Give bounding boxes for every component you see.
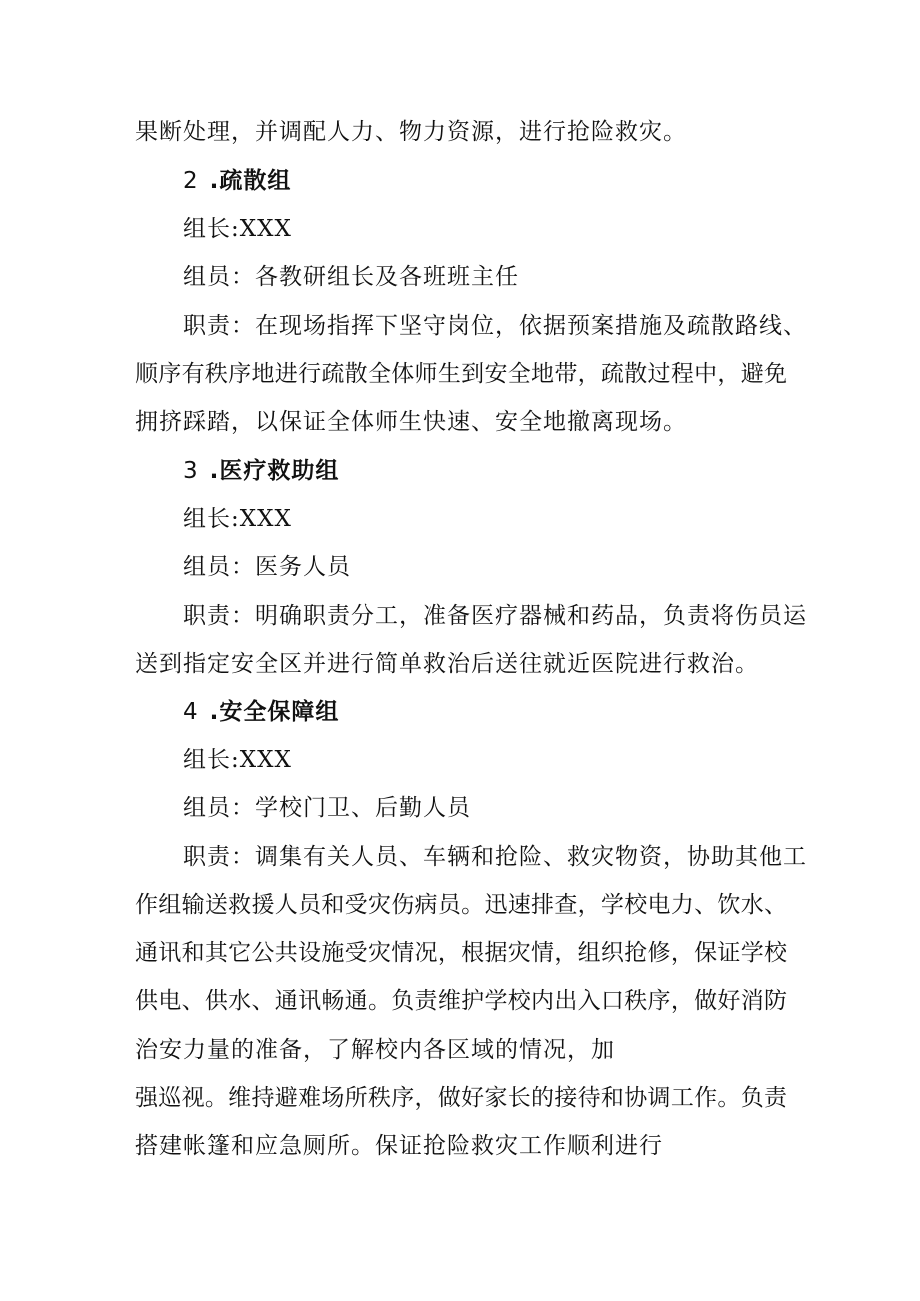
section-2-leader: 组长:XXX (183, 216, 292, 242)
section-3-heading (183, 456, 339, 486)
section-4-heading (183, 697, 339, 727)
section-4-duty-line: 通讯和其它公共设施受灾情况，根据灾情，组织抢修，保证学校 (135, 940, 787, 966)
section-4-number: 4 (183, 699, 199, 725)
section-4-title: .安全保障组 (209, 699, 340, 725)
section-4-leader: 组长:XXX (183, 747, 292, 773)
section-2-duty-line: 职责：在现场指挥下坚守岗位，依据预案措施及疏散路线、 (183, 313, 807, 339)
section-2-title: .疏散组 (209, 168, 292, 194)
section-3-duty-line: 送到指定安全区并进行简单救治后送往就近医院进行救治。 (135, 651, 759, 677)
section-4-duty-line: 强巡视。维持避难场所秩序，做好家长的接待和协调工作。负责 (135, 1085, 787, 1111)
section-3-title: .医疗救助组 (209, 458, 340, 484)
section-2-members: 组员：各教研组长及各班班主任 (183, 264, 519, 290)
intro-paragraph-line: 果断处理，并调配人力、物力资源，进行抢险救灾。 (135, 119, 687, 145)
section-2-heading (183, 166, 291, 196)
section-4-duty-line: 作组输送救援人员和受灾伤病员。迅速排查，学校电力、饮水、 (135, 892, 787, 918)
section-4-duty-line: 治安力量的准备，了解校内各区域的情况，加 (135, 1037, 615, 1063)
section-2-duty-line: 顺序有秩序地进行疏散全体师生到安全地带，疏散过程中，避免 (135, 361, 787, 387)
section-3-members: 组员：医务人员 (183, 554, 351, 580)
section-3-number: 3 (183, 458, 199, 484)
section-4-duty-line: 供电、供水、通讯畅通。负责维护学校内出入口秩序，做好消防 (135, 988, 787, 1014)
section-2-duty-line: 拥挤踩踏，以保证全体师生快速、安全地撤离现场。 (135, 409, 687, 435)
section-3-duty-line: 职责：明确职责分工，准备医疗器械和药品，负责将伤员运 (183, 603, 807, 629)
section-4-duty-line: 职责：调集有关人员、车辆和抢险、救灾物资，协助其他工 (183, 844, 807, 870)
section-4-members: 组员：学校门卫、后勤人员 (183, 795, 471, 821)
section-3-leader: 组长:XXX (183, 506, 292, 532)
section-4-duty-line: 搭建帐篷和应急厕所。保证抢险救灾工作顺利进行 (135, 1133, 663, 1159)
section-2-number: 2 (183, 168, 199, 194)
